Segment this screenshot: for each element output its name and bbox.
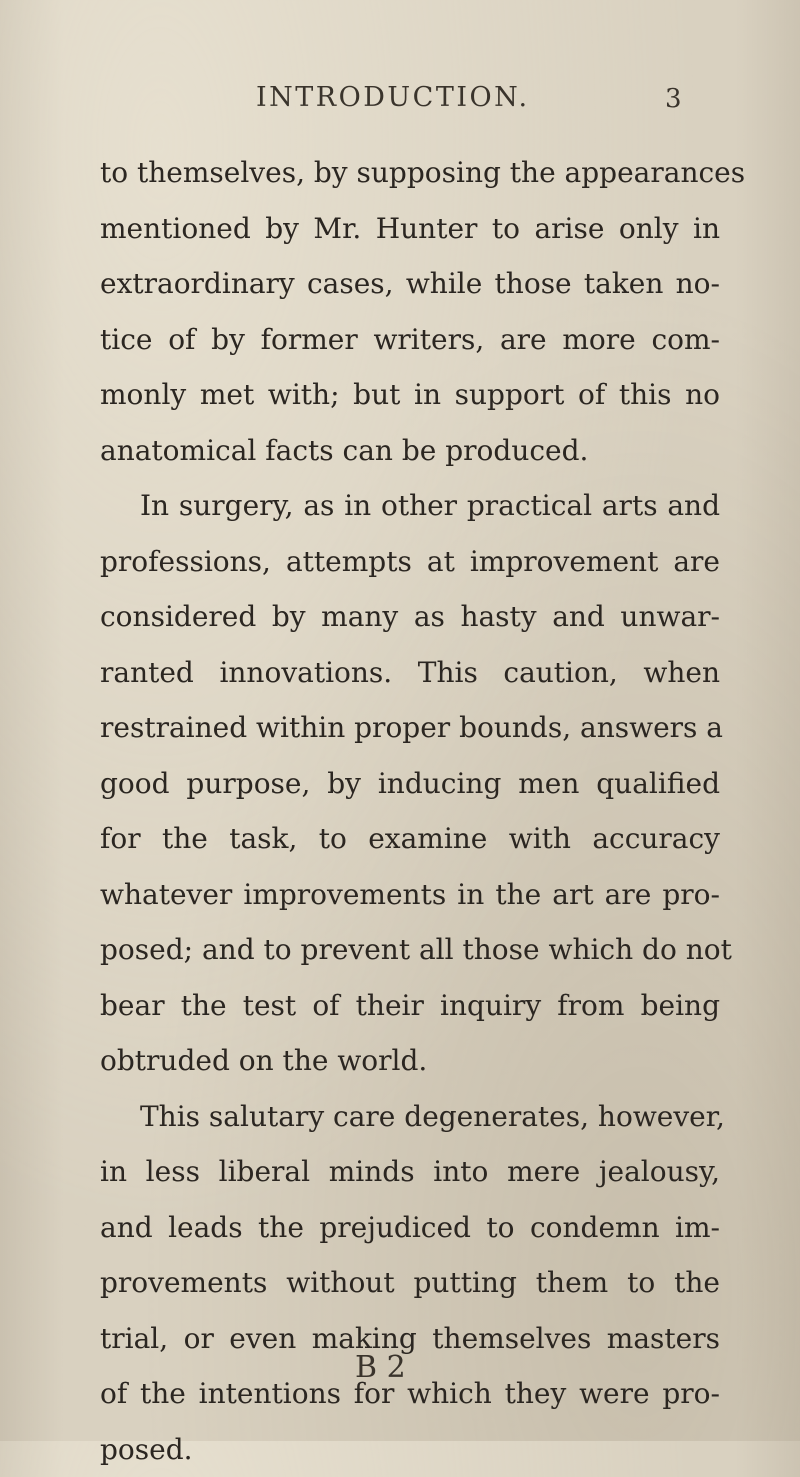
- text-line: provements without putting them to the: [100, 1255, 720, 1311]
- text-line: anatomical facts can be produced.: [100, 423, 720, 479]
- text-line: in less liberal minds into mere jealousy,: [100, 1144, 720, 1200]
- text-line: monly met with; but in support of this no: [100, 367, 720, 423]
- text-line: trial, or even making themselves masters: [100, 1311, 720, 1367]
- text-line: posed; and to prevent all those which do not: [100, 922, 720, 978]
- text-line: professions, attempts at improvement are: [100, 534, 720, 590]
- running-head: [0, 82, 800, 122]
- running-head-title: INTRODUCTION.: [256, 82, 530, 113]
- text-line: mentioned by Mr. Hunter to arise only in: [100, 201, 720, 257]
- body-text: [100, 145, 720, 1477]
- text-line: tice of by former writers, are more com-: [100, 312, 720, 368]
- text-line: considered by many as hasty and unwar-: [100, 589, 720, 645]
- text-line: for the task, to examine with accuracy: [100, 811, 720, 867]
- text-line: of the intentions for which they were pro-: [100, 1366, 720, 1422]
- text-line: to themselves, by supposing the appearances: [100, 145, 720, 201]
- text-line: ranted innovations. This caution, when: [100, 645, 720, 701]
- text-line: obtruded on the world.: [100, 1033, 720, 1089]
- signature-mark: B 2: [355, 1350, 406, 1385]
- text-line: posed.: [100, 1422, 720, 1477]
- text-line: restrained within proper bounds, answers a: [100, 700, 720, 756]
- text-line: and leads the prejudiced to condemn im-: [100, 1200, 720, 1256]
- text-line: bear the test of their inquiry from being: [100, 978, 720, 1034]
- text-line: extraordinary cases, while those taken no-: [100, 256, 720, 312]
- page-number: 3: [665, 84, 682, 114]
- text-line: In surgery, as in other practical arts and: [100, 478, 720, 534]
- text-line: This salutary care degenerates, however,: [100, 1089, 720, 1145]
- text-line: good purpose, by inducing men qualified: [100, 756, 720, 812]
- text-line: whatever improvements in the art are pro-: [100, 867, 720, 923]
